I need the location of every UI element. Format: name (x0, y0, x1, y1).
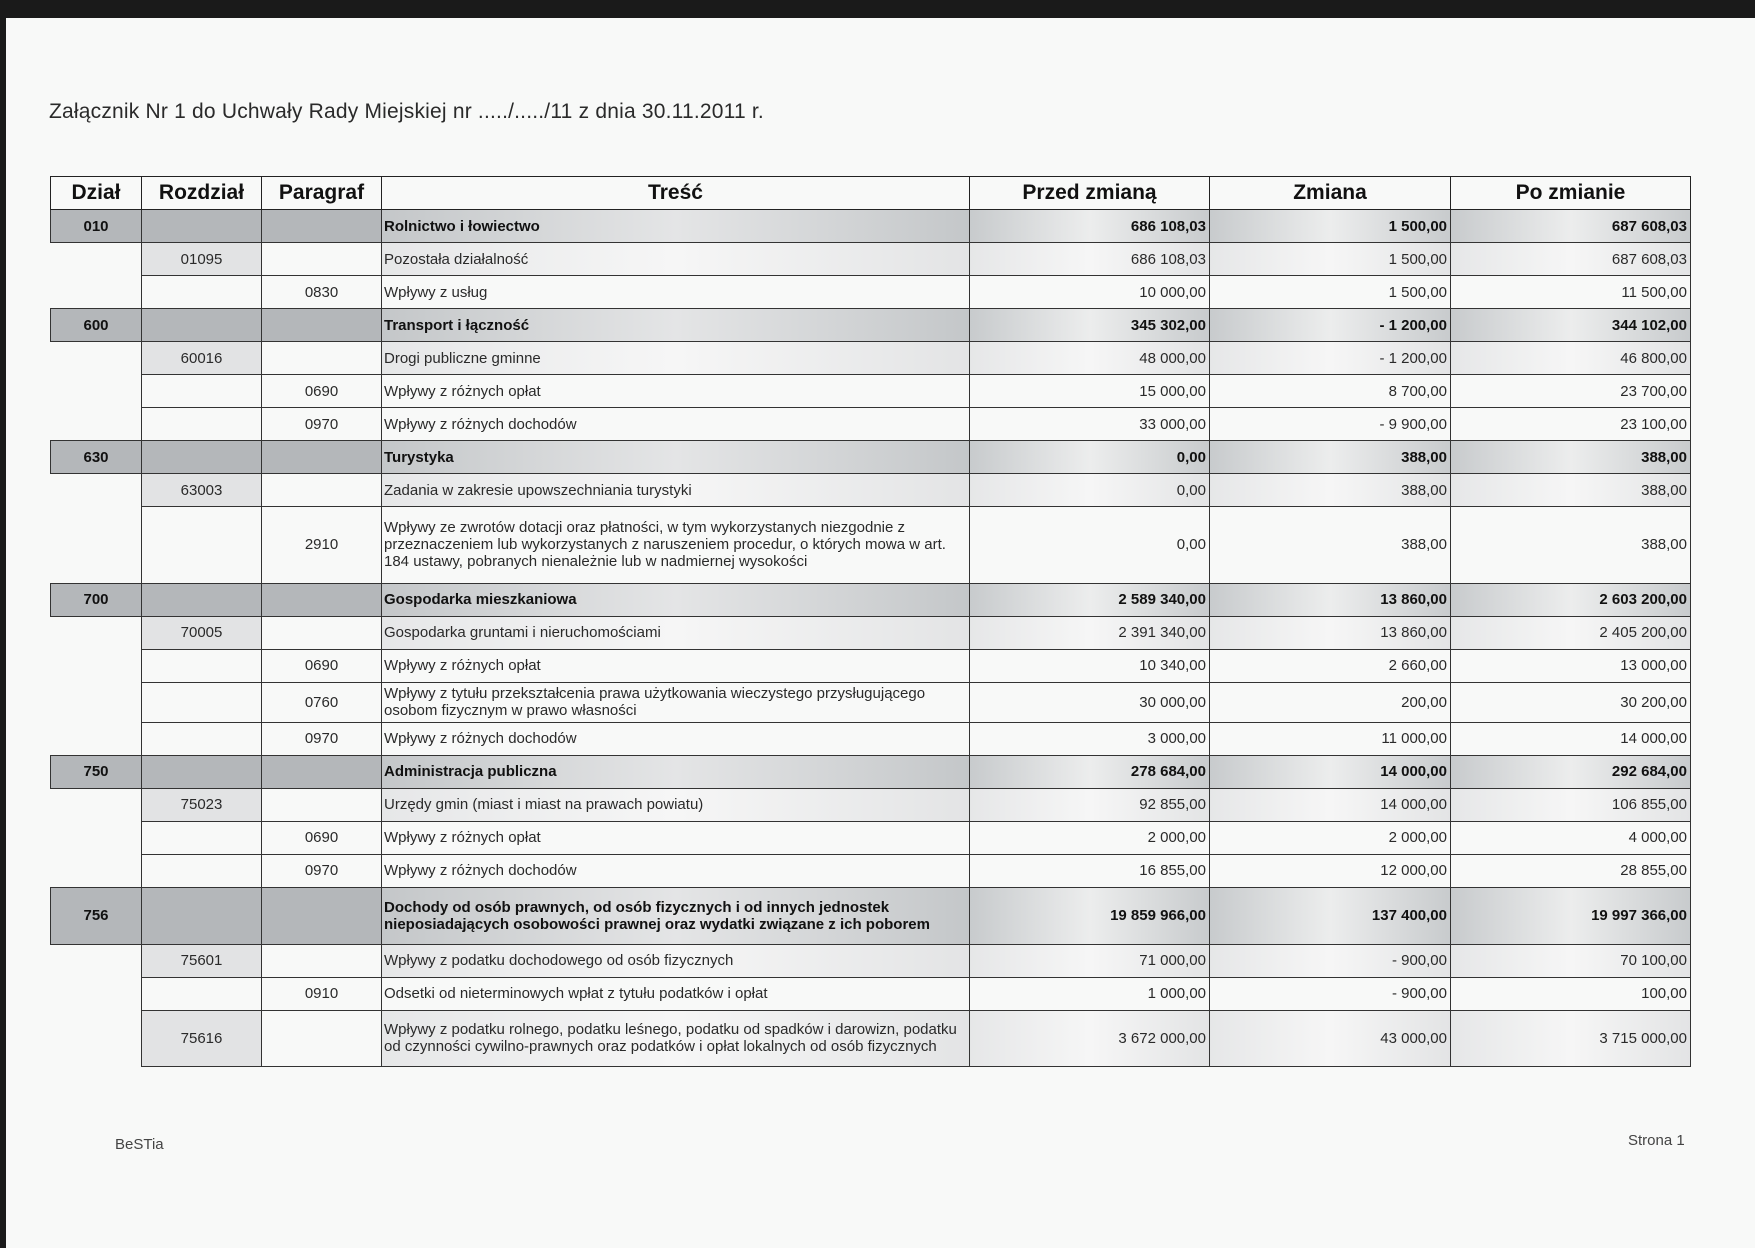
cell-rozdzial (142, 309, 262, 342)
cell-po-zmianie: 3 715 000,00 (1451, 1010, 1691, 1066)
table-row (51, 682, 1691, 722)
cell-przed-zmiana: 19 859 966,00 (970, 887, 1210, 944)
cell-tresc: Administracja publiczna (382, 755, 970, 788)
cell-dzial (51, 408, 142, 441)
cell-przed-zmiana: 1 000,00 (970, 977, 1210, 1010)
cell-przed-zmiana: 92 855,00 (970, 788, 1210, 821)
cell-dzial (51, 821, 142, 854)
cell-dzial (51, 682, 142, 722)
cell-rozdzial (142, 583, 262, 616)
document-heading: Załącznik Nr 1 do Uchwały Rady Miejskiej nr ...../...../11 z dnia 30.11.2011 r. (49, 100, 764, 123)
cell-po-zmianie: 388,00 (1451, 474, 1691, 507)
cell-rozdzial: 75023 (142, 788, 262, 821)
cell-rozdzial (142, 649, 262, 682)
cell-zmiana: 1 500,00 (1210, 276, 1451, 309)
cell-po-zmianie: 13 000,00 (1451, 649, 1691, 682)
cell-po-zmianie: 30 200,00 (1451, 682, 1691, 722)
table-row (51, 309, 1691, 342)
cell-paragraf (262, 788, 382, 821)
cell-paragraf: 0760 (262, 682, 382, 722)
col-header-przed-zmiana: Przed zmianą (970, 177, 1210, 210)
col-header-dzial: Dział (51, 177, 142, 210)
cell-zmiana: 2 000,00 (1210, 821, 1451, 854)
cell-tresc: Wpływy z podatku rolnego, podatku leśnego, podatku od spadków i darowizn, podatku od czynności cywilno-prawnych oraz podatków i opłat lokalnych od osób fizycznych (382, 1010, 970, 1066)
cell-tresc: Wpływy z różnych opłat (382, 375, 970, 408)
table-row (51, 944, 1691, 977)
cell-tresc: Wpływy z różnych dochodów (382, 854, 970, 887)
cell-przed-zmiana: 15 000,00 (970, 375, 1210, 408)
cell-rozdzial (142, 276, 262, 309)
cell-paragraf: 0690 (262, 649, 382, 682)
cell-paragraf: 0690 (262, 821, 382, 854)
cell-po-zmianie: 19 997 366,00 (1451, 887, 1691, 944)
cell-tresc: Gospodarka gruntami i nieruchomościami (382, 616, 970, 649)
table-row (51, 474, 1691, 507)
cell-dzial: 630 (51, 441, 142, 474)
cell-przed-zmiana: 2 589 340,00 (970, 583, 1210, 616)
cell-tresc: Transport i łączność (382, 309, 970, 342)
cell-rozdzial (142, 375, 262, 408)
cell-rozdzial (142, 854, 262, 887)
cell-rozdzial: 63003 (142, 474, 262, 507)
cell-rozdzial: 60016 (142, 342, 262, 375)
cell-zmiana: 12 000,00 (1210, 854, 1451, 887)
table-row (51, 977, 1691, 1010)
cell-tresc: Wpływy z podatku dochodowego od osób fizycznych (382, 944, 970, 977)
cell-dzial (51, 854, 142, 887)
cell-przed-zmiana: 278 684,00 (970, 755, 1210, 788)
cell-przed-zmiana: 2 391 340,00 (970, 616, 1210, 649)
cell-rozdzial (142, 755, 262, 788)
cell-paragraf (262, 342, 382, 375)
cell-dzial (51, 375, 142, 408)
cell-przed-zmiana: 71 000,00 (970, 944, 1210, 977)
cell-przed-zmiana: 48 000,00 (970, 342, 1210, 375)
col-header-zmiana: Zmiana (1210, 177, 1451, 210)
table-row (51, 854, 1691, 887)
cell-po-zmianie: 687 608,03 (1451, 243, 1691, 276)
cell-paragraf: 0690 (262, 375, 382, 408)
cell-po-zmianie: 388,00 (1451, 507, 1691, 584)
cell-tresc: Wpływy ze zwrotów dotacji oraz płatności, w tym wykorzystanych niezgodnie z przeznaczeniem lub wykorzystanych z naruszeniem procedur, o których mowa w art. 184 ustawy, pobranych nienależnie lub w nadmiernej wysokości (382, 507, 970, 584)
cell-tresc: Wpływy z różnych opłat (382, 649, 970, 682)
cell-dzial: 756 (51, 887, 142, 944)
cell-paragraf (262, 944, 382, 977)
table-row (51, 649, 1691, 682)
cell-zmiana: 11 000,00 (1210, 722, 1451, 755)
cell-paragraf (262, 474, 382, 507)
cell-tresc: Zadania w zakresie upowszechniania turystyki (382, 474, 970, 507)
cell-zmiana: 388,00 (1210, 507, 1451, 584)
cell-po-zmianie: 2 405 200,00 (1451, 616, 1691, 649)
table-row (51, 342, 1691, 375)
cell-paragraf (262, 755, 382, 788)
cell-rozdzial: 75601 (142, 944, 262, 977)
table-row (51, 243, 1691, 276)
cell-tresc: Wpływy z różnych dochodów (382, 408, 970, 441)
col-header-po-zmianie: Po zmianie (1451, 177, 1691, 210)
cell-rozdzial (142, 682, 262, 722)
cell-tresc: Drogi publiczne gminne (382, 342, 970, 375)
cell-przed-zmiana: 3 672 000,00 (970, 1010, 1210, 1066)
cell-przed-zmiana: 30 000,00 (970, 682, 1210, 722)
cell-paragraf (262, 616, 382, 649)
cell-paragraf (262, 1010, 382, 1066)
cell-po-zmianie: 23 100,00 (1451, 408, 1691, 441)
cell-po-zmianie: 292 684,00 (1451, 755, 1691, 788)
cell-paragraf (262, 887, 382, 944)
cell-paragraf: 0970 (262, 722, 382, 755)
cell-po-zmianie: 687 608,03 (1451, 210, 1691, 243)
cell-po-zmianie: 4 000,00 (1451, 821, 1691, 854)
table-row (51, 276, 1691, 309)
cell-dzial (51, 276, 142, 309)
cell-po-zmianie: 28 855,00 (1451, 854, 1691, 887)
cell-zmiana: - 900,00 (1210, 944, 1451, 977)
table-row (51, 722, 1691, 755)
cell-zmiana: 2 660,00 (1210, 649, 1451, 682)
cell-paragraf: 0910 (262, 977, 382, 1010)
cell-przed-zmiana: 345 302,00 (970, 309, 1210, 342)
cell-po-zmianie: 344 102,00 (1451, 309, 1691, 342)
table-row (51, 210, 1691, 243)
cell-po-zmianie: 2 603 200,00 (1451, 583, 1691, 616)
table-row (51, 788, 1691, 821)
cell-dzial (51, 474, 142, 507)
cell-rozdzial: 75616 (142, 1010, 262, 1066)
cell-przed-zmiana: 33 000,00 (970, 408, 1210, 441)
cell-tresc: Gospodarka mieszkaniowa (382, 583, 970, 616)
cell-po-zmianie: 14 000,00 (1451, 722, 1691, 755)
cell-po-zmianie: 70 100,00 (1451, 944, 1691, 977)
col-header-tresc: Treść (382, 177, 970, 210)
cell-rozdzial (142, 722, 262, 755)
cell-po-zmianie: 100,00 (1451, 977, 1691, 1010)
table-row (51, 408, 1691, 441)
cell-po-zmianie: 11 500,00 (1451, 276, 1691, 309)
cell-dzial: 750 (51, 755, 142, 788)
cell-rozdzial: 70005 (142, 616, 262, 649)
cell-tresc: Wpływy z usług (382, 276, 970, 309)
cell-rozdzial (142, 977, 262, 1010)
cell-dzial: 600 (51, 309, 142, 342)
cell-dzial (51, 788, 142, 821)
col-header-paragraf: Paragraf (262, 177, 382, 210)
cell-zmiana: 137 400,00 (1210, 887, 1451, 944)
table-row (51, 616, 1691, 649)
cell-tresc: Dochody od osób prawnych, od osób fizycznych i od innych jednostek nieposiadających osobowości prawnej oraz wydatki związane z ich poborem (382, 887, 970, 944)
cell-tresc: Wpływy z tytułu przekształcenia prawa użytkowania wieczystego przysługującego osobom fizycznym w prawo własności (382, 682, 970, 722)
table-row (51, 1010, 1691, 1066)
cell-paragraf: 0970 (262, 854, 382, 887)
cell-przed-zmiana: 0,00 (970, 474, 1210, 507)
cell-przed-zmiana: 2 000,00 (970, 821, 1210, 854)
cell-dzial: 010 (51, 210, 142, 243)
cell-przed-zmiana: 0,00 (970, 507, 1210, 584)
cell-zmiana: - 1 200,00 (1210, 342, 1451, 375)
cell-rozdzial (142, 821, 262, 854)
cell-przed-zmiana: 0,00 (970, 441, 1210, 474)
cell-tresc: Wpływy z różnych opłat (382, 821, 970, 854)
cell-paragraf (262, 210, 382, 243)
cell-zmiana: 388,00 (1210, 441, 1451, 474)
cell-po-zmianie: 46 800,00 (1451, 342, 1691, 375)
cell-paragraf: 2910 (262, 507, 382, 584)
cell-zmiana: 43 000,00 (1210, 1010, 1451, 1066)
cell-tresc: Turystyka (382, 441, 970, 474)
footer-software-label: BeSTia (115, 1136, 164, 1153)
cell-rozdzial: 01095 (142, 243, 262, 276)
cell-rozdzial (142, 441, 262, 474)
cell-przed-zmiana: 3 000,00 (970, 722, 1210, 755)
cell-paragraf (262, 583, 382, 616)
cell-tresc: Odsetki od nieterminowych wpłat z tytułu podatków i opłat (382, 977, 970, 1010)
cell-zmiana: 388,00 (1210, 474, 1451, 507)
cell-tresc: Wpływy z różnych dochodów (382, 722, 970, 755)
cell-paragraf (262, 309, 382, 342)
cell-zmiana: - 1 200,00 (1210, 309, 1451, 342)
cell-przed-zmiana: 686 108,03 (970, 243, 1210, 276)
table-header-row (51, 177, 1691, 210)
cell-po-zmianie: 388,00 (1451, 441, 1691, 474)
cell-tresc: Pozostała działalność (382, 243, 970, 276)
cell-zmiana: 14 000,00 (1210, 788, 1451, 821)
cell-dzial (51, 342, 142, 375)
cell-zmiana: 1 500,00 (1210, 243, 1451, 276)
col-header-rozdzial: Rozdział (142, 177, 262, 210)
footer-page-number: Strona 1 (1628, 1132, 1685, 1149)
cell-zmiana: 13 860,00 (1210, 583, 1451, 616)
cell-zmiana: 14 000,00 (1210, 755, 1451, 788)
cell-paragraf (262, 441, 382, 474)
cell-rozdzial (142, 408, 262, 441)
cell-dzial (51, 1010, 142, 1066)
table-row (51, 755, 1691, 788)
cell-paragraf: 0830 (262, 276, 382, 309)
cell-dzial (51, 722, 142, 755)
cell-zmiana: 1 500,00 (1210, 210, 1451, 243)
cell-dzial (51, 977, 142, 1010)
cell-przed-zmiana: 10 000,00 (970, 276, 1210, 309)
table-row (51, 375, 1691, 408)
table-row (51, 507, 1691, 584)
table-row (51, 821, 1691, 854)
cell-tresc: Rolnictwo i łowiectwo (382, 210, 970, 243)
cell-przed-zmiana: 686 108,03 (970, 210, 1210, 243)
cell-tresc: Urzędy gmin (miast i miast na prawach powiatu) (382, 788, 970, 821)
cell-dzial (51, 616, 142, 649)
cell-po-zmianie: 106 855,00 (1451, 788, 1691, 821)
cell-przed-zmiana: 16 855,00 (970, 854, 1210, 887)
budget-table (50, 176, 1691, 1067)
cell-zmiana: - 900,00 (1210, 977, 1451, 1010)
cell-zmiana: - 9 900,00 (1210, 408, 1451, 441)
cell-zmiana: 13 860,00 (1210, 616, 1451, 649)
cell-po-zmianie: 23 700,00 (1451, 375, 1691, 408)
table-row (51, 583, 1691, 616)
table-body (51, 210, 1691, 1067)
cell-zmiana: 8 700,00 (1210, 375, 1451, 408)
cell-rozdzial (142, 507, 262, 584)
table-row (51, 887, 1691, 944)
cell-dzial (51, 507, 142, 584)
cell-rozdzial (142, 887, 262, 944)
cell-przed-zmiana: 10 340,00 (970, 649, 1210, 682)
cell-rozdzial (142, 210, 262, 243)
cell-dzial: 700 (51, 583, 142, 616)
cell-zmiana: 200,00 (1210, 682, 1451, 722)
cell-paragraf (262, 243, 382, 276)
table-row (51, 441, 1691, 474)
cell-dzial (51, 649, 142, 682)
cell-dzial (51, 243, 142, 276)
cell-paragraf: 0970 (262, 408, 382, 441)
cell-dzial (51, 944, 142, 977)
